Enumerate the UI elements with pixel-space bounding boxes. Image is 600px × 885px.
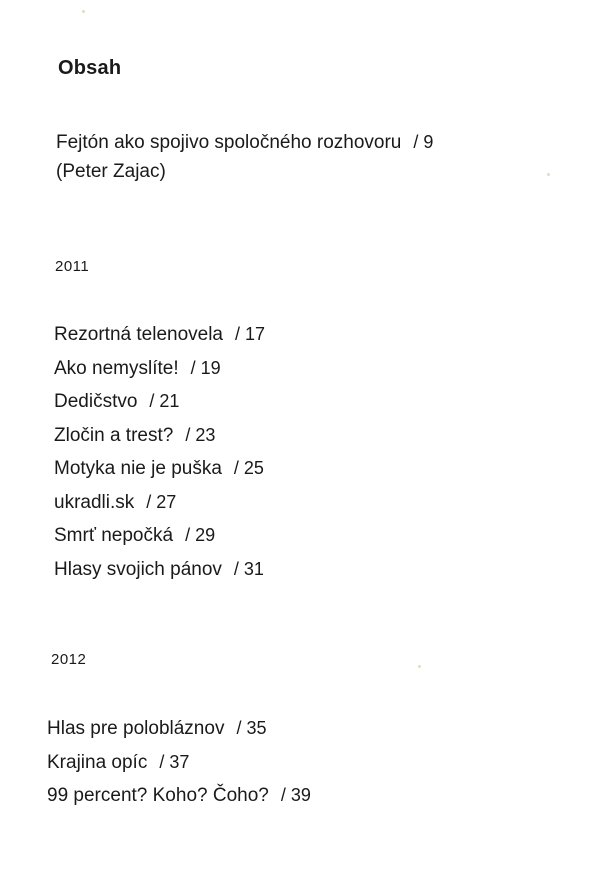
intro-entry [56, 128, 433, 186]
intro-author: (Peter Zajac) [56, 161, 166, 182]
entry-title: Dedičstvo [54, 391, 138, 412]
page-number: / 19 [190, 357, 221, 378]
entry-title: Ako nemyslíte! [54, 357, 179, 379]
toc-entry [54, 352, 265, 386]
toc-entry [54, 385, 265, 419]
page-number: / 21 [149, 391, 180, 411]
page-number: / 25 [233, 458, 264, 478]
entry-title: ukradli.sk [54, 491, 135, 513]
entry-title: Krajina opíc [47, 751, 148, 773]
page-number: / 35 [236, 718, 267, 738]
entry-title: Hlas pre polobláznov [47, 718, 225, 739]
page-number: / 37 [159, 751, 190, 772]
section-year-2011: 2011 [55, 258, 90, 275]
page-number: / 17 [235, 324, 266, 344]
entries-2011 [54, 318, 265, 586]
paper-speck [82, 10, 85, 13]
toc-entry [54, 553, 265, 587]
paper-speck [418, 665, 421, 668]
toc-entry [47, 779, 311, 813]
toc-entry [54, 318, 265, 352]
paper-speck [547, 173, 550, 176]
entry-title: Rezortná telenovela [54, 324, 223, 345]
page-number: / 31 [233, 558, 264, 579]
entry-title: 99 percent? Koho? Čoho? [47, 785, 269, 806]
intro-title-line [56, 128, 433, 157]
page-number: / 23 [185, 424, 216, 445]
section-year-2012: 2012 [51, 651, 87, 668]
toc-entry [54, 519, 265, 553]
toc-entry [54, 486, 265, 520]
entry-title: Motyka nie je puška [54, 458, 222, 479]
page-number: / 39 [280, 785, 311, 805]
page-number: / 9 [413, 132, 434, 152]
entry-title: Fejtón ako spojivo spoločného rozhovoru [56, 132, 402, 153]
toc-entry [47, 712, 311, 746]
toc-entry [47, 746, 311, 780]
page-number: / 27 [146, 491, 177, 512]
entry-title: Zločin a trest? [54, 424, 174, 446]
entry-title: Hlasy svojich pánov [54, 558, 222, 580]
page-title: Obsah [58, 57, 122, 79]
page-number: / 29 [185, 525, 216, 545]
toc-entry [54, 452, 265, 486]
entries-2012 [47, 712, 311, 813]
entry-title: Smrť nepočká [54, 525, 174, 546]
toc-entry [54, 419, 265, 453]
